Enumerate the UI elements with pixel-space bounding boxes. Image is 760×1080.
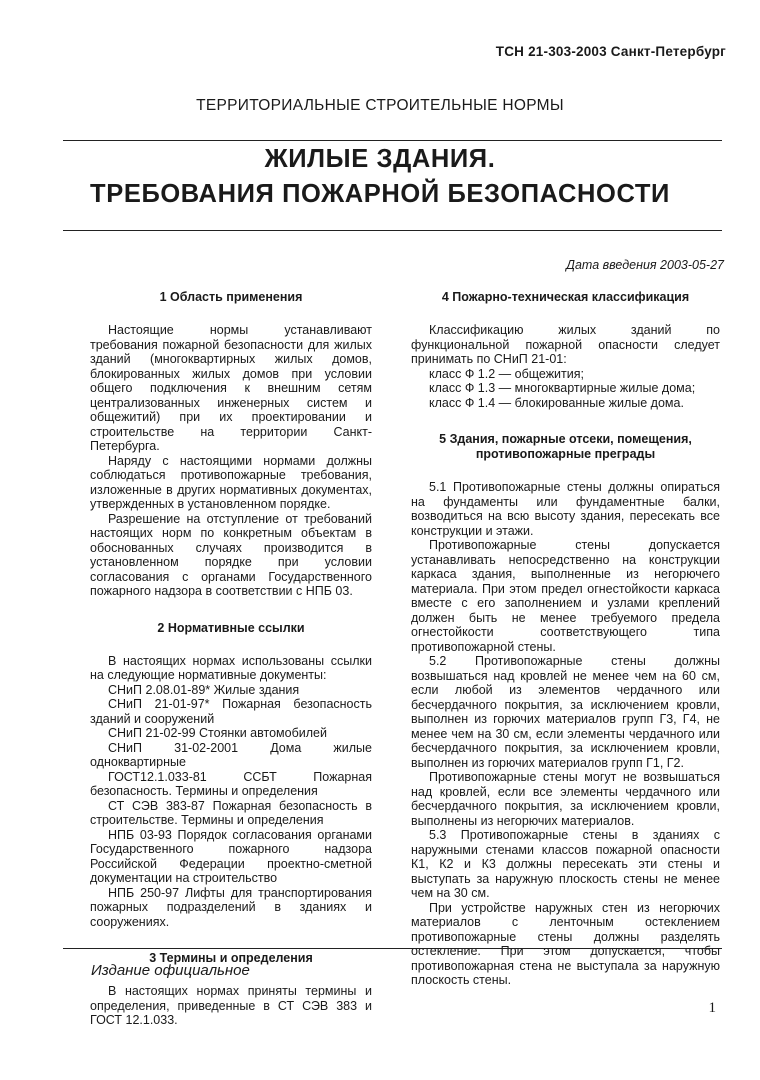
section-2-intro: В настоящих нормах использованы ссылки на следующие нормативные документы: xyxy=(90,653,372,682)
section-1-paragraph: Настоящие нормы устанавливают требования пожарной безопасности для жилых зданий (многоквартирных жилых домов, блокированных жилых домов при условии общего подключения к внешним сетям централизованных инженерных систем и общежитий) при их проектировании и строительстве на территории Санкт-Петербурга. xyxy=(90,323,372,453)
section-5-heading: 5 Здания, пожарные отсеки, помещения, противопожарные преграды xyxy=(439,432,692,461)
edition-label: Издание официальное xyxy=(91,962,250,979)
class-item: класс Ф 1.2 — общежития; xyxy=(429,366,584,381)
class-item: класс Ф 1.3 — многоквартирные жилые дома; xyxy=(429,381,696,395)
document-code: ТСН 21-303-2003 Санкт-Петербург xyxy=(495,44,726,59)
footer-rule xyxy=(63,948,722,949)
reference-item: СТ СЭВ 383-87 Пожарная безопасность в строительстве. Термины и определения xyxy=(90,798,372,827)
left-column xyxy=(90,290,372,1028)
section-1-paragraph: Наряду с настоящими нормами должны соблюдаться противопожарные требования, изложенные в других нормативных документах, утвержденных в установленном порядке. xyxy=(90,453,372,511)
reference-item: СНиП 2.08.01-89* Жилые здания xyxy=(108,682,300,697)
section-1-heading: 1 Область применения xyxy=(159,290,303,304)
right-column xyxy=(411,290,720,988)
section-3-heading: 3 Термины и определения xyxy=(149,951,313,965)
section-5-paragraph: 5.1 Противопожарные стены должны опираться на фундаменты или фундаментные балки, возводиться на всю высоту здания, пересекать все конструкции и этажи. xyxy=(411,480,720,538)
section-5-paragraph: 5.3 Противопожарные стены в зданиях с наружными стенами классов пожарной опасности К1, К2 и К3 должны пересекать эти стены и выступать за наружную плоскость стены не менее чем на 30 см. xyxy=(411,828,720,900)
title-top-rule xyxy=(63,140,722,141)
reference-item: ГОСТ12.1.033-81 ССБТ Пожарная безопасность. Термины и определения xyxy=(90,769,372,798)
section-5-paragraph: Противопожарные стены допускается устанавливать непосредственно на конструкции каркаса здания, выполненные из негорючего материала. При этом предел огнестойкости каркаса вместе с его заполнением и узлами креплений должен быть не менее требуемого предела огнестойкости соответствующего типа противопожарной стены. xyxy=(411,538,720,654)
section-1-paragraph: Разрешение на отступление от требований настоящих норм по конкретным объектам в обоснованных случаях производится в установленном порядке при условии согласования с органами Государственного пожарного надзора в соответствии с НПБ 03. xyxy=(90,511,372,598)
section-5-paragraph: При устройстве наружных стен из негорючих материалов с ленточным остеклением противопожарные стены должны разделять остекление. При этом допускается, чтобы противопожарная стена не выступала за наружную плоскость стены. xyxy=(411,900,720,987)
section-5-paragraph: 5.2 Противопожарные стены должны возвышаться над кровлей не менее чем на 60 см, если любой из элементов чердачного или бесчердачного покрытия, за исключением кровли, выполнен из горючих материалов групп Г3, Г4, не менее чем на 30 см, если элементы чердачного или бесчердачного покрытия, за исключением кровли, выполнен из горючих материалов групп Г1, Г2. xyxy=(411,654,720,770)
section-2-heading: 2 Нормативные ссылки xyxy=(157,620,305,635)
reference-item: СНиП 21-02-99 Стоянки автомобилей xyxy=(108,726,327,740)
reference-item: СНиП 31-02-2001 Дома жилые одноквартирные xyxy=(90,740,372,769)
document-category: ТЕРРИТОРИАЛЬНЫЕ СТРОИТЕЛЬНЫЕ НОРМЫ xyxy=(196,97,564,114)
class-item: класс Ф 1.4 — блокированные жилые дома. xyxy=(429,395,684,410)
reference-item: СНиП 21-01-97* Пожарная безопасность зданий и сооружений xyxy=(90,697,372,726)
reference-item: НПБ 03-93 Порядок согласования органами Государственного пожарного надзора Российской Федерации проектно-сметной документации на строительство xyxy=(90,827,372,885)
introduction-date: Дата введения 2003-05-27 xyxy=(566,258,724,272)
section-4-paragraph: Классификацию жилых зданий по функциональной пожарной опасности следует принимать по СНиП 21-01: xyxy=(411,323,720,366)
section-5-paragraph: Противопожарные стены могут не возвышаться над кровлей, если все элементы чердачного или бесчердачного покрытия, за исключением кровли, выполнены из негорючих материалов. xyxy=(411,770,720,828)
page-number: 1 xyxy=(708,1000,716,1016)
section-3-paragraph: В настоящих нормах приняты термины и определения, приведенные в СТ СЭВ 383 и ГОСТ 12.1.033. xyxy=(90,984,372,1027)
document-title xyxy=(0,142,760,212)
title-line-2: ТРЕБОВАНИЯ ПОЖАРНОЙ БЕЗОПАСНОСТИ xyxy=(90,180,670,208)
reference-item: НПБ 250-97 Лифты для транспортирования пожарных подразделений в зданиях и сооружениях. xyxy=(90,885,372,929)
section-4-heading: 4 Пожарно-техническая классификация xyxy=(441,290,690,304)
title-line-1: ЖИЛЫЕ ЗДАНИЯ. xyxy=(264,145,496,173)
title-bottom-rule xyxy=(63,230,722,231)
